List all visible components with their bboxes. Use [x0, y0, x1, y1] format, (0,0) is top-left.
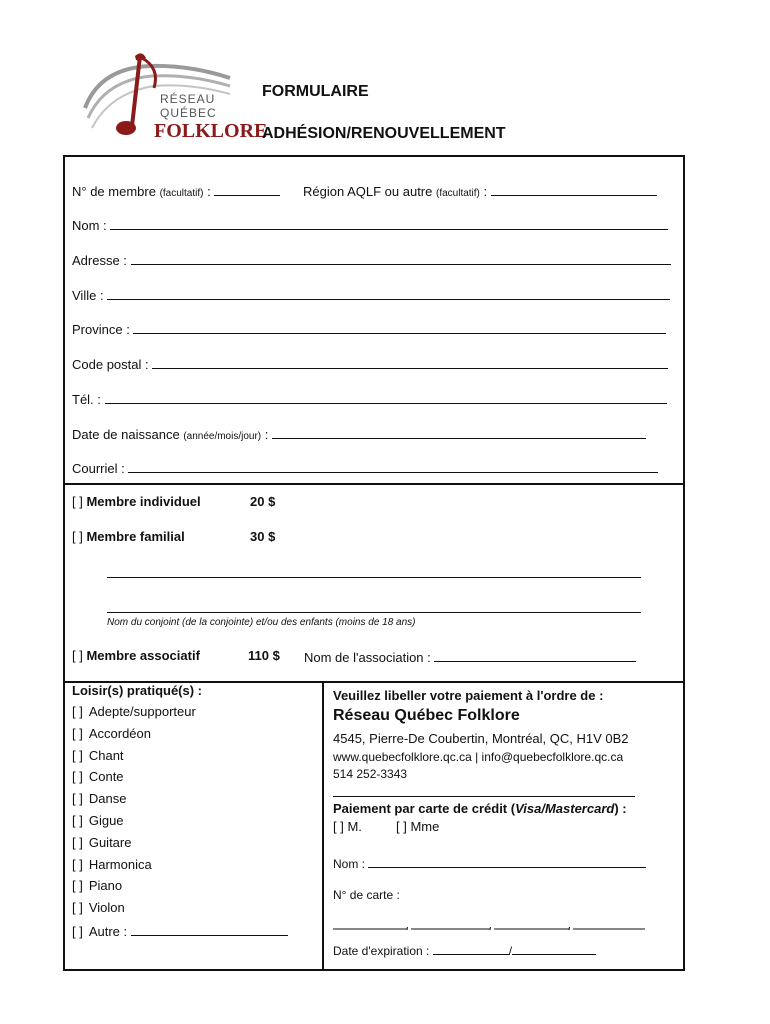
postal-label: Code postal : [72, 357, 149, 372]
region-label: Région AQLF ou autre [303, 184, 433, 199]
region-field[interactable] [303, 182, 657, 199]
card-title-a: Paiement par carte de crédit ( [333, 801, 516, 816]
phone-field[interactable] [72, 390, 667, 407]
city-line[interactable] [107, 286, 670, 300]
hobby-option[interactable] [72, 813, 124, 828]
card-types: Visa/Mastercard [515, 801, 615, 816]
hobby-option[interactable] [72, 878, 122, 893]
logo [80, 48, 268, 148]
name-label: Nom : [72, 218, 107, 233]
birth-label: Date de naissance [72, 427, 180, 442]
org-web: www.quebecfolklore.qc.ca | info@quebecfolklore.qc.ca [333, 750, 624, 764]
hobby-checkbox[interactable]: [ ] [72, 900, 83, 916]
address-field[interactable] [72, 251, 671, 268]
family-names-line-1[interactable] [107, 577, 641, 578]
member-no-optional: (facultatif) [159, 188, 204, 199]
mrs-option[interactable]: [ ] Mme [396, 819, 440, 834]
hobby-label: Conte [88, 769, 124, 785]
card-no-label: N° de carte : [333, 888, 400, 902]
name-line[interactable] [110, 216, 668, 230]
hobby-checkbox[interactable]: [ ] [72, 878, 83, 894]
phone-label: Tél. : [72, 392, 101, 407]
postal-field[interactable] [72, 355, 668, 372]
card-name-field[interactable] [333, 854, 646, 871]
hobby-option[interactable] [72, 748, 124, 763]
city-label: Ville : [72, 288, 104, 303]
name-field[interactable] [72, 216, 668, 233]
hobby-option[interactable] [72, 704, 196, 719]
hobby-option[interactable] [72, 769, 124, 784]
individual-price: 20 $ [250, 494, 276, 509]
hobby-label: Danse [88, 791, 127, 807]
assoc-checkbox[interactable]: [ ] [72, 648, 83, 663]
hobby-checkbox[interactable]: [ ] [72, 791, 83, 807]
hobby-option[interactable] [72, 835, 131, 850]
assoc-name-line[interactable] [434, 648, 636, 662]
postal-line[interactable] [152, 355, 668, 369]
province-field[interactable] [72, 320, 666, 337]
logo-word-reseau: RÉSEAU [160, 92, 216, 106]
card-no-field[interactable] [333, 918, 645, 936]
colon: : [479, 184, 488, 199]
birth-field[interactable] [72, 425, 646, 442]
family-checkbox[interactable]: [ ] [72, 529, 83, 544]
expiry-month-line[interactable] [433, 941, 509, 955]
member-no-line[interactable] [214, 182, 280, 196]
logo-word-quebec: QUÉBEC [160, 106, 217, 120]
assoc-label: Membre associatif [86, 648, 200, 663]
other-hobby-line[interactable] [131, 922, 288, 936]
family-label: Membre familial [86, 529, 185, 544]
colon: : [203, 184, 211, 199]
province-label: Province : [72, 322, 130, 337]
hobby-checkbox[interactable]: [ ] [72, 834, 83, 850]
hobby-label: Piano [88, 878, 123, 894]
form-subtitle: ADHÉSION/RENOUVELLEMENT [262, 125, 506, 142]
hobby-label: Guitare [88, 834, 132, 850]
hobby-checkbox[interactable]: [ ] [72, 924, 83, 939]
hobby-checkbox[interactable]: [ ] [72, 725, 83, 741]
city-field[interactable] [72, 286, 670, 303]
birth-format: (année/mois/jour) [183, 431, 262, 442]
org-address: 4545, Pierre-De Coubertin, Montréal, QC, H1V 0B2 [333, 731, 629, 746]
hobby-label: Violon [88, 900, 125, 916]
card-name-label: Nom : [333, 857, 366, 871]
hobby-option[interactable] [72, 726, 151, 741]
hobby-label: Accordéon [88, 725, 151, 741]
hobby-label: Chant [88, 747, 124, 763]
expiry-label: Date d'expiration : [333, 944, 430, 958]
member-no-label: N° de membre [72, 184, 156, 199]
payment-divider [333, 796, 635, 797]
colon: : [261, 427, 269, 442]
hobby-checkbox[interactable]: [ ] [72, 856, 83, 872]
region-optional: (facultatif) [435, 188, 480, 199]
address-label: Adresse : [72, 253, 127, 268]
hobby-checkbox[interactable]: [ ] [72, 769, 83, 785]
mr-option[interactable]: [ ] M. [333, 819, 362, 834]
hobby-option[interactable] [72, 857, 152, 872]
expiry-year-line[interactable] [512, 941, 596, 955]
card-name-line[interactable] [368, 854, 646, 868]
hobby-label: Gigue [88, 813, 124, 828]
card-title [333, 801, 627, 816]
hobby-option[interactable] [72, 791, 126, 806]
form-title: FORMULAIRE [262, 83, 369, 100]
individual-label: Membre individuel [86, 494, 201, 509]
hobby-label: Autre : [88, 924, 128, 939]
hobbies-title: Loisir(s) pratiqué(s) : [72, 683, 203, 698]
phone-line[interactable] [105, 390, 667, 404]
org-name: Réseau Québec Folklore [333, 707, 520, 724]
email-field[interactable] [72, 459, 658, 476]
hobby-option[interactable] [72, 900, 125, 915]
assoc-option[interactable] [72, 648, 200, 663]
assoc-name-label: Nom de l'association : [304, 650, 431, 665]
family-price: 30 $ [250, 529, 276, 544]
individual-option[interactable] [72, 494, 201, 509]
individual-checkbox[interactable]: [ ] [72, 494, 83, 509]
region-line[interactable] [491, 182, 657, 196]
member-no-field[interactable] [72, 182, 280, 199]
assoc-name-field[interactable] [304, 648, 636, 665]
address-line[interactable] [131, 251, 671, 265]
card-title-b: ) : [614, 801, 627, 816]
family-names-line-2[interactable] [107, 612, 641, 613]
email-line[interactable] [128, 459, 658, 473]
hobby-option[interactable] [72, 922, 288, 939]
logo-word-folklore: FOLKLORE [154, 120, 268, 142]
payable-to: Veuillez libeller votre paiement à l'ordre de : [333, 688, 604, 703]
birth-line[interactable] [272, 425, 646, 439]
assoc-price: 110 $ [248, 648, 280, 663]
hobby-checkbox[interactable]: [ ] [72, 747, 83, 763]
hobby-checkbox[interactable]: [ ] [72, 813, 83, 828]
hobby-label: Adepte/supporteur [88, 704, 196, 719]
org-phone: 514 252-3343 [333, 767, 408, 781]
family-note: Nom du conjoint (de la conjointe) et/ou des enfants (moins de 18 ans) [107, 617, 416, 628]
hobby-checkbox[interactable]: [ ] [72, 704, 83, 719]
email-label: Courriel : [72, 461, 125, 476]
province-line[interactable] [133, 320, 666, 334]
expiry-field[interactable]: Date d'expiration : / [333, 941, 596, 958]
family-option[interactable] [72, 529, 185, 544]
hobby-label: Harmonica [88, 856, 152, 872]
